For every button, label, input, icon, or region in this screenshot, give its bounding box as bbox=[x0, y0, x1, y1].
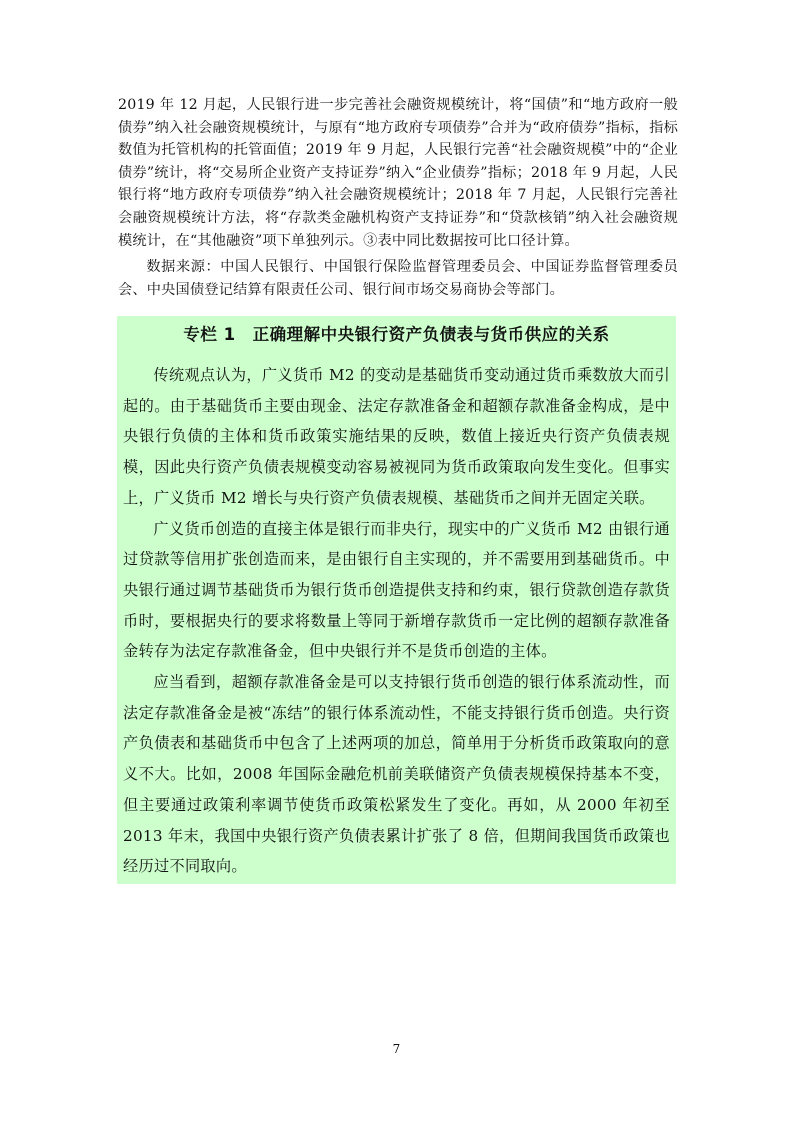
notes-continuation: 2019 年 12 月起，人民银行进一步完善社会融资规模统计，将“国债”和“地方政府一般债券”纳入社会融资规模统计，与原有“地方政府专项债券”合并为“政府债券”指标，指标数值为托管机构的托管面值；2019 年 9 月起，人民银行完善“社会融资规模”中的“企业债券”统计，将“交易所企业资产支持证券”纳入“企业债券”指标；2018 年 9 月起，人民银行将“地方政府专项债券”纳入社会融资规模统计；2018 年 7 月起，人民银行完善社会融资规模统计方法，将“存款类金融机构资产支持证券”和“贷款核销”纳入社会融资规模统计，在“其他融资”项下单独列示。③表中同比数据按可比口径计算。 bbox=[118, 97, 679, 249]
column-box bbox=[117, 316, 676, 884]
column-paragraph-1: 传统观点认为，广义货币 M2 的变动是基础货币变动通过货币乘数放大而引起的。由于基础货币主要由现金、法定存款准备金和超额存款准备金构成，是中央银行负债的主体和货币政策实施结果的反映，数值上接近央行资产负债表规模，因此央行资产负债表规模变动容易被视同为货币政策取向发生变化。但事实上，广义货币 M2 增长与央行资产负债表规模、基础货币之间并无固定关联。 bbox=[123, 366, 670, 507]
page-number: 7 bbox=[392, 1042, 401, 1056]
column-paragraph-2: 广义货币创造的直接主体是银行而非央行，现实中的广义货币 M2 由银行通过贷款等信用扩张创造而来，是由银行自主实现的，并不需要用到基础货币。中央银行通过调节基础货币为银行货币创造提供支持和约束，银行贷款创造存款货币时，要根据央行的要求将数量上等同于新增存款货币一定比例的超额存款准备金转存为法定存款准备金，但中央银行并不是货币创造的主体。 bbox=[123, 519, 670, 661]
data-source-note: 数据来源：中国人民银行、中国银行保险监督管理委员会、中国证券监督管理委员会、中央国债登记结算有限责任公司、银行间市场交易商协会等部门。 bbox=[118, 259, 678, 298]
notes-section bbox=[118, 94, 678, 301]
column-title: 专栏 1 正确理解中央银行资产负债表与货币供应的关系 bbox=[183, 325, 610, 344]
column-paragraph-3: 应当看到，超额存款准备金是可以支持银行货币创造的银行体系流动性，而法定存款准备金是被“冻结”的银行体系流动性，不能支持银行货币创造。央行资产负债表和基础货币中包含了上述两项的加总，简单用于分析货币政策取向的意义不大。比如，2008 年国际金融危机前美联储资产负债表规模保持基本不变，但主要通过政策利率调节使货币政策松紧发生了变化。再如，从 2000 年初至 2013 年末，我国中央银行资产负债表累计扩张了 8 倍，但期间我国货币政策也经历过不同取向。 bbox=[123, 673, 670, 876]
